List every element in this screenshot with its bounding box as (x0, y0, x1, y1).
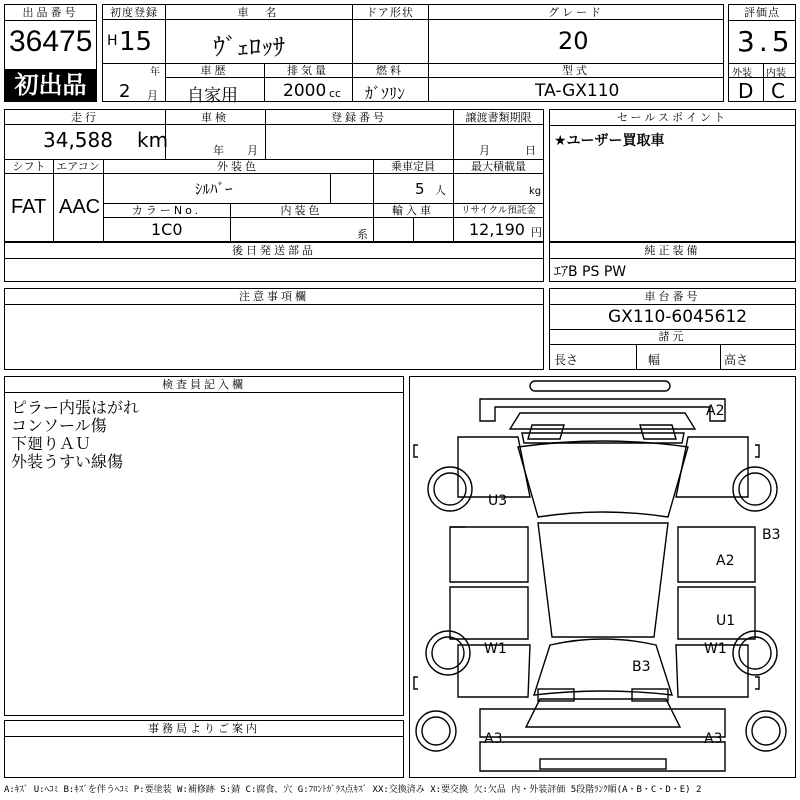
car-diagram (410, 377, 795, 777)
ext-color-value: ｼﾙﾊﾞｰ (195, 180, 233, 198)
transfer-month-unit: 月 (479, 144, 490, 157)
genuine-equipment-label: 純正装備 (550, 243, 795, 259)
legend-text: A:ｷｽﾞ U:ﾍｺﾐ B:ｷｽﾞを伴うﾍｺﾐ P:要塗装 W:補修跡 S:錆 C:腐食、穴 G:ﾌﾛﾝﾄｶﾞﾗｽ点ｷｽﾞ XX:交換済み X:要交換 欠:欠品 内・外装評価 5段階ﾗﾝｸ順(A・B・C・D・E) 2 (4, 785, 702, 795)
shift-label: シフト (12, 160, 46, 173)
history-value: 自家用 (187, 86, 238, 106)
recycle-label: リサイクル預託金 (461, 205, 536, 216)
mileage-value: 34,588 (43, 128, 113, 152)
spec-length-label: 長さ (554, 353, 579, 367)
capacity-value: 5 (415, 180, 425, 198)
mark-u3: U3 (488, 493, 508, 509)
mark-a3-left: A3 (484, 731, 503, 747)
color-no-value: 1C0 (151, 220, 183, 239)
capacity-unit: 人 (435, 184, 446, 197)
displacement-unit: cc (329, 87, 342, 100)
mark-a2-right: A2 (716, 553, 735, 569)
car-name-label: 車 名 (237, 6, 280, 19)
specs-label: 諸元 (550, 329, 795, 345)
damage-diagram-box (409, 376, 796, 778)
mark-a2-top: A2 (706, 403, 725, 419)
history-label: 車歴 (200, 64, 229, 77)
mark-b3-bottom: B3 (632, 659, 651, 675)
lot-number: 36475 (9, 25, 93, 58)
inspection-label: 車検 (201, 111, 229, 124)
inspection-month-unit: 月 (247, 144, 258, 157)
sales-point-box (549, 109, 796, 242)
mark-u1: U1 (716, 613, 736, 629)
later-parts-label: 後日発送部品 (5, 243, 543, 259)
model-value: TA-GX110 (535, 81, 620, 101)
chassis-label: 車台番号 (550, 289, 795, 305)
sales-point-value: ★ユーザー買取車 (554, 133, 665, 149)
transfer-day-unit: 日 (525, 144, 536, 157)
score-label: 評価点 (729, 5, 795, 21)
displacement-label: 排気量 (287, 64, 329, 77)
aircon-label: エアコン (56, 160, 100, 173)
ext-score-label: 外装 (732, 68, 752, 79)
genuine-equipment-box (549, 242, 796, 282)
color-no-label: カラーNo. (131, 204, 202, 217)
fuel-label: 燃料 (376, 64, 404, 77)
vehicle-detail-table (4, 109, 544, 242)
later-parts-box (4, 242, 544, 282)
capacity-label: 乗車定員 (391, 160, 435, 173)
score-box (728, 4, 796, 102)
spec-width-label: 幅 (648, 353, 661, 367)
door-label: ドア形状 (366, 6, 414, 19)
reg-era: H (107, 33, 118, 49)
lot-number-label: 出品番号 (5, 5, 96, 21)
model-label: 型式 (562, 64, 590, 77)
int-color-label: 内装色 (280, 204, 323, 217)
displacement-value: 2000 (283, 81, 327, 101)
notes-label: 注意事項欄 (5, 289, 543, 305)
notes-box (4, 288, 544, 370)
reg-month: 2 (119, 81, 131, 102)
max-load-label: 最大積載量 (471, 160, 526, 173)
transfer-label: 譲渡書類期限 (465, 111, 532, 124)
main-header-table (102, 4, 724, 106)
ext-score: D (738, 79, 754, 103)
inspector-line-4: 外装うすい線傷 (11, 452, 124, 471)
plate-label: 登録番号 (331, 111, 387, 124)
chassis-box (549, 288, 796, 370)
import-label: 輸入車 (392, 204, 434, 217)
fuel-value: ｶﾞｿﾘﾝ (365, 84, 406, 103)
mark-w1-left: W1 (484, 641, 507, 657)
aircon-value: AAC (59, 196, 101, 218)
recycle-value: 12,190 (469, 220, 525, 239)
max-load-unit: kg (529, 186, 542, 197)
mileage-unit: km (137, 128, 169, 152)
office-label: 事務局よりご案内 (5, 721, 403, 737)
int-score: C (771, 79, 785, 103)
inspector-line-1: ピラー内張はがれ (11, 398, 140, 417)
mark-b3-right: B3 (762, 527, 781, 543)
office-box (4, 720, 404, 778)
ext-color-label: 外装色 (217, 160, 259, 173)
genuine-equipment-value: ｴｱB PS PW (554, 264, 627, 280)
lot-number-box (4, 4, 97, 102)
inspector-line-3: 下廻りＡＵ (11, 434, 92, 453)
int-color-unit: 系 (357, 228, 368, 241)
sales-point-label: セールスポイント (550, 110, 795, 126)
reg-label: 初度登録 (110, 6, 158, 19)
score-value: 3.5 (737, 25, 794, 58)
reg-year-unit: 年 (150, 67, 160, 78)
spec-height-label: 高さ (724, 353, 749, 367)
chassis-value: GX110-6045612 (608, 307, 748, 327)
mileage-label: 走行 (71, 111, 99, 124)
inspection-year-unit: 年 (213, 144, 224, 157)
reg-year: 15 (119, 27, 153, 57)
mark-a3-right: A3 (704, 731, 723, 747)
mark-w1-right: W1 (704, 641, 727, 657)
grade-value: 20 (558, 27, 589, 55)
inspector-label: 検査員記入欄 (5, 377, 403, 393)
inspector-line-2: コンソール傷 (11, 416, 107, 435)
shift-value: FAT (11, 196, 47, 218)
reg-month-unit: 月 (147, 89, 158, 102)
recycle-unit: 円 (531, 226, 542, 239)
first-listing-badge: 初出品 (5, 69, 96, 101)
car-name: ｳﾞｪﾛｯｻ (213, 33, 285, 61)
inspector-box (4, 376, 404, 716)
grade-label: グレード (548, 6, 604, 19)
int-score-label: 内装 (766, 68, 786, 79)
